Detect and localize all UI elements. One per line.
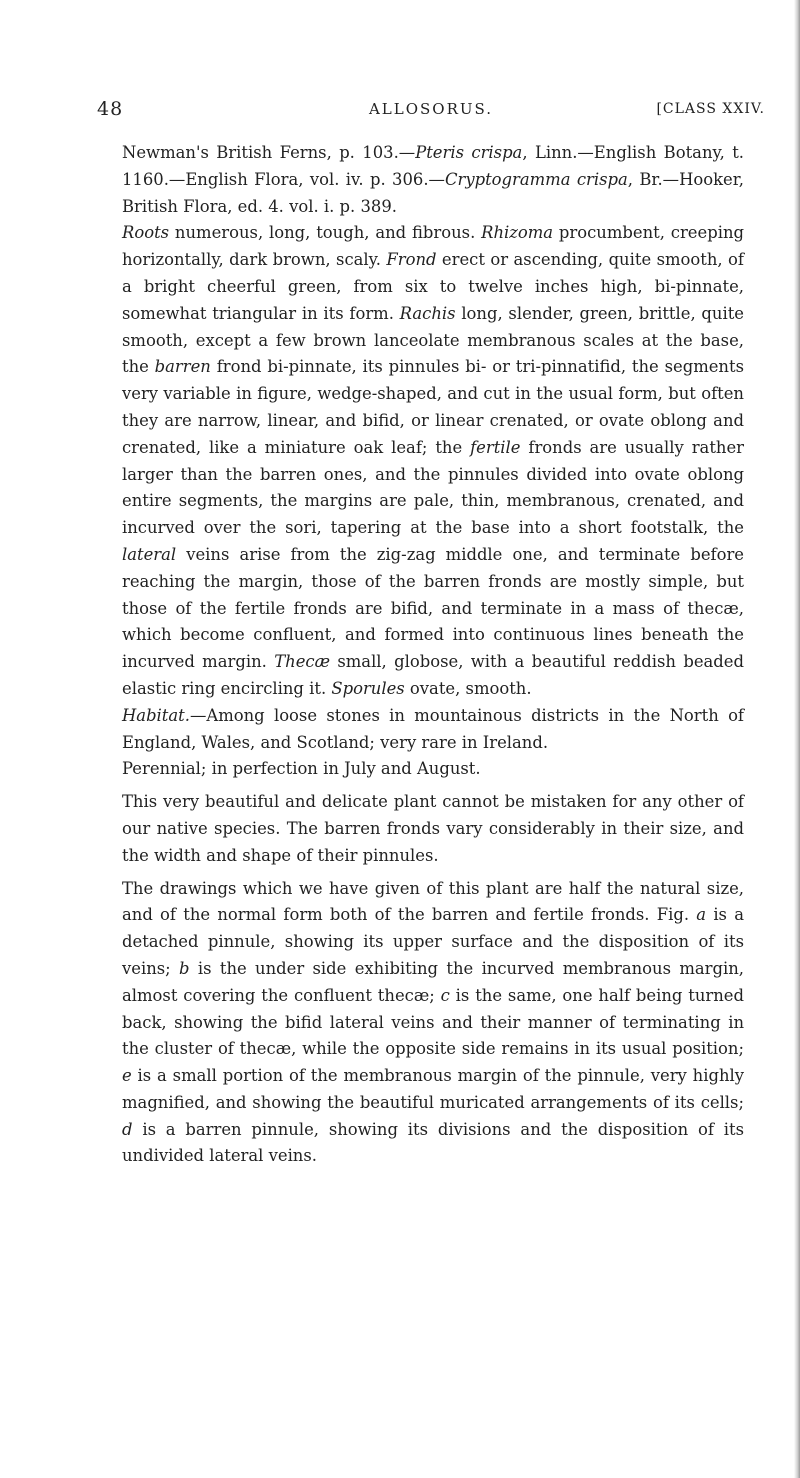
italic-term: Sporules [331,678,405,698]
text-run: procumbent, creeping horizontally, dark brown, scaly. [122,223,744,270]
text-run: is a small portion of the membranous margin of the pinnule, very highly magnified, and showing the beautiful muricated arrangements of its cells; [122,1066,744,1112]
text-run: fronds are usually rather larger than the barren ones, and the pinnules divided into ovate oblong entire segments, the margins are pale, thin, membranous, crenated, and incurved over the sori, tapering at the base into a short footstalk, the [122,437,744,538]
text-run: veins arise from the zig-zag middle one, and terminate before reaching the margin, those of the barren fronds are mostly simple, but those of the fertile fronds are bifid, and terminate in a mass of thecæ, which become confluent, and formed into continuous lines beneath the incurved margin. [122,544,744,672]
class-mark: [CLASS XXIV. [656,101,765,117]
italic-term: Roots [122,223,170,243]
text-run: , Br.—Hooker, British Flora, ed. 4. vol. i. p. 389. [122,169,744,216]
drawings-paragraph [122,876,744,1171]
text-run: is the same, one half being turned back, showing the bifid lateral veins and their manner of terminating in the cluster of thecæ, while the opposite side remains in its usual position; [122,985,744,1059]
text-run: , Linn.—English Botany, t. 1160.—English Flora, vol. iv. p. 306.— [122,143,744,189]
italic-term: b [179,958,190,978]
body-text [122,140,744,1170]
text-run: is the under side exhibiting the incurved membranous margin, almost covering the confluent thecæ; [122,958,744,1005]
perennial-paragraph [122,756,744,783]
italic-term: Thecæ [274,652,330,672]
page-header [97,100,765,128]
italic-term: Rachis [399,303,456,323]
synonymy-paragraph [122,140,744,220]
text-run: frond bi-pinnate, its pinnules bi- or tri-pinnatifid, the segments very variable in figure, wedge-shaped, and cut in the usual form, but often they are narrow, linear, and bifid, or linear crenated, or ovate oblong and crenated, like a miniature oak leaf; the [122,357,744,457]
italic-term: Pteris crispa [415,143,523,162]
text-run: ovate, smooth. [404,678,532,698]
italic-term: lateral [122,544,177,564]
habitat-paragraph [122,703,744,757]
italic-term: Rhizoma [481,223,554,243]
text-run: is a barren pinnule, showing its divisions and the disposition of its undivided lateral veins. [122,1119,744,1166]
text-run: This very beautiful and delicate plant cannot be mistaken for any other of our native species. The barren fronds vary considerably in their size, and the width and shape of their pinnules. [122,792,744,865]
text-run: small, globose, with a beautiful reddish beaded elastic ring encircling it. [122,652,744,698]
italic-term: a [696,905,707,925]
italic-term: Frond [386,250,437,270]
text-run: is a detached pinnule, showing its upper surface and the disposition of its veins; [122,905,744,978]
italic-term: e [122,1066,132,1086]
description-paragraph [122,220,744,702]
running-title: ALLOSORUS. [368,100,494,118]
page-number: 48 [97,98,124,120]
text-run: The drawings which we have given of this plant are half the natural size, and of the normal form both of the barren and fertile fronds. Fig. [122,878,744,925]
text-run: Perennial; in perfection in July and August. [122,759,481,779]
italic-term: c [440,985,450,1005]
text-run: —Among loose stones in mountainous districts in the North of England, Wales, and Scotland; very rare in Ireland. [122,705,744,752]
text-run: long, slender, green, brittle, quite smooth, except a few brown lanceolate membranous scales at the base, the [122,303,744,377]
italic-term: Cryptogramma crispa [444,169,628,189]
text-run: numerous, long, tough, and fibrous. [169,223,482,243]
italic-term: d [122,1119,133,1139]
remarks-paragraph [122,789,744,869]
text-run: Newman's British Ferns, p. 103.— [122,143,416,162]
italic-term: barren [154,357,211,377]
text-run: erect or ascending, quite smooth, of a bright cheerful green, from six to twelve inches high, bi-pinnate, somewhat triangular in its form. [122,250,744,323]
italic-term: Habitat. [122,705,190,725]
page-edge-shadow [794,0,800,1478]
italic-term: fertile [470,437,521,457]
